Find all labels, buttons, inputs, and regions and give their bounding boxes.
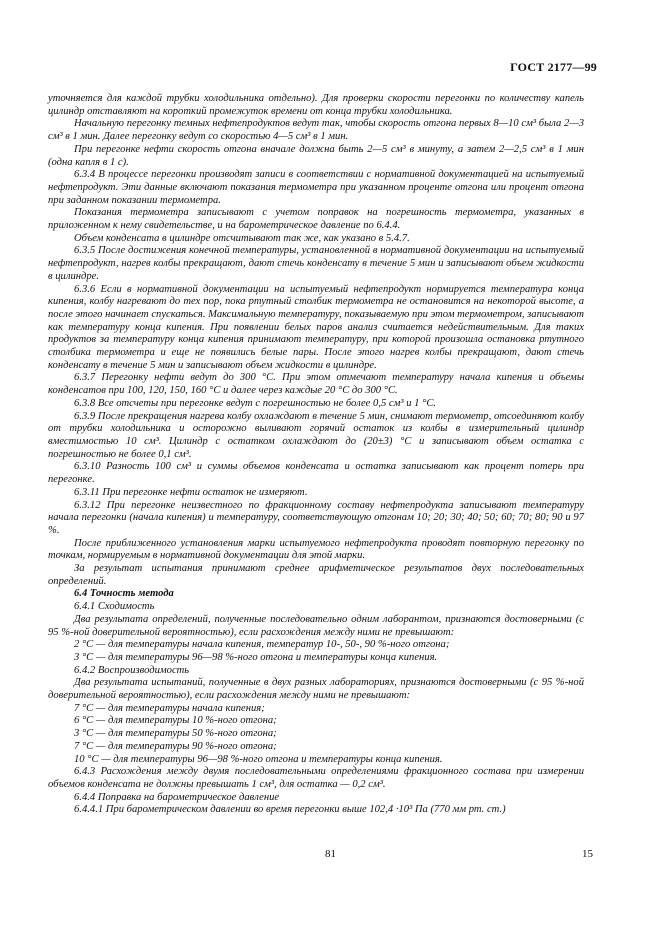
subsection-heading: 6.4.2 Воспроизводимость (74, 664, 190, 676)
paragraph: После приближенного установления марки испытуемого нефтепродукта проводят повторную перегонку по точкам, нормируемым в нормативной документации для этой марки. (48, 537, 584, 562)
paragraph: 6.3.10 Разность 100 см³ и суммы объемов конденсата и остатка записывают как процент потерь при перегонке. (48, 461, 584, 486)
paragraph: 6.3.8 Все отсчеты при перегонке ведут с погрешностью не более 0,5 см³ и 1 °С. (74, 397, 437, 409)
paragraph: Два результата определений, полученные последовательно одним лаборантом, признаются достоверными (с 95 %-ной доверительной вероятностью), если расхождения между ними не превышают: (48, 613, 584, 638)
paragraph: 6.3.4 В процессе перегонки производят записи в соответствии с нормативной документацией на испытуемый нефтепродукт. Эти данные включают показания термометра при указанном проценте отгона или процент отгона при заданном показании термометра. (48, 169, 584, 206)
paragraph: 6.3.7 Перегонку нефти ведут до 300 °С. При этом отмечают температуру начала кипения и объемы конденсатов при 100, 120, 150, 160 °С и далее через каждые 20 °С до 300 °С. (48, 372, 584, 397)
section-heading: 6.4 Точность метода (74, 588, 174, 600)
page-number-center: 81 (325, 848, 336, 860)
list-item: 7 °С — для температуры 90 %-ного отгона; (74, 740, 277, 752)
paragraph: Показания термометра записывают с учетом поправок на погрешность термометра, указанных в приложенном к нему свидетельстве, и на барометрическое давление по 6.4.4. (48, 207, 584, 232)
paragraph: При перегонке нефти скорость отгона вначале должна быть 2—5 см³ в минуту, а затем 2—2,5 см³ в 1 мин (одна капля в 1 с). (48, 143, 584, 168)
list-item: 6 °С — для температуры 10 %-ного отгона; (74, 715, 277, 727)
list-item: 2 °С — для температуры начала кипения, температур 10-, 50-, 90 %-ного отгона; (74, 639, 450, 651)
paragraph: Начальную перегонку темных нефтепродуктов ведут так, чтобы скорость отгона первых 8—10 см³ была 2—3 см³ в 1 мин. Далее перегонку ведут со скоростью 4—5 см³ в 1 мин. (48, 118, 584, 143)
subsection-heading: 6.4.1 Сходимость (74, 601, 155, 613)
paragraph: 6.3.12 При перегонке неизвестного по фракционному составу нефтепродукта записывают температуру начала перегонки (начала кипения) и температуру, соответствующую отгонам 10; 20; 30; 40; 50; 60; 70; 80; 90 и 97 %. (48, 499, 584, 536)
document-body (48, 93, 584, 817)
list-item: 7 °С — для температуры начала кипения; (74, 702, 265, 714)
paragraph: Два результата испытаний, полученные в двух разных лабораториях, признаются достоверными (с 95 %-ной доверительной вероятностью), если расхождения между ними не превышают: (48, 677, 584, 702)
list-item: 3 °С — для температуры 96—98 %-ного отгона и температуры конца кипения. (74, 651, 438, 663)
paragraph: 6.3.9 После прекращения нагрева колбу охлаждают в течение 5 мин, снимают термометр, отсоединяют колбу от трубки холодильника и осторожно выливают горячий остаток из колбы в измерительный цилиндр вместимостью 10 см³. Цилиндр с остатком охлаждают до (20±3) °С и записывают объем остатка с погрешностью не более 0,1 см³. (48, 410, 584, 460)
paragraph: 6.3.11 При перегонке нефти остаток не измеряют. (74, 486, 308, 498)
page-number-right: 15 (582, 848, 593, 860)
list-item: 3 °С — для температуры 50 %-ного отгона; (74, 728, 277, 740)
paragraph: 6.3.5 После достижения конечной температуры, установленной в нормативной документации на испытуемый нефтепродукт, нагрев колбы прекращают, дают стечь конденсату в течение 5 мин и записывают объем жидкости в цилиндре. (48, 245, 584, 282)
subsection-heading: 6.4.4 Поправка на барометрическое давление (74, 791, 280, 803)
paragraph: За результат испытания принимают среднее арифметическое результатов двух последовательных определений. (48, 563, 584, 587)
paragraph: 6.4.4.1 При барометрическом давлении во время перегонки выше 102,4 ·10³ Па (770 мм рт. ст.) (74, 804, 506, 816)
paragraph: уточняется для каждой трубки холодильника отдельно). Для проверки скорости перегонки по количеству капель цилиндр отставляют на короткий промежуток времени от конца трубки холодильника. (48, 93, 584, 117)
list-item: 10 °С — для температуры 96—98 %-ного отгона и температуры конца кипения. (74, 753, 443, 765)
paragraph: Объем конденсата в цилиндре отсчитывают так же, как указано в 5.4.7. (74, 232, 410, 244)
paragraph: 6.4.3 Расхождения между двумя последовательными определениями фракционного состава при измерении объемов конденсата не должны превышать 1 см³, для остатка — 0,2 см³. (48, 766, 584, 790)
paragraph: 6.3.6 Если в нормативной документации на испытуемый нефтепродукт нормируется температура конца кипения, колбу нагревают до тех пор, пока ртутный столбик термометра не остановится на некоторой высоте, а после этого начинает спускаться. Максимальную температуру, показываемую при этом термометром, записывают как температуру конца кипения. При появлении белых паров анализ считается недействительным. Для таких продуктов за температуру конца кипения принимают температуру, при которой произошла остановка ртутного столбика термометра и еще не появились белые пары. После этого нагрев колбы прекращают, дают стечь конденсату в течение 5 мин и записывают объем жидкости в цилиндре. (48, 283, 584, 371)
standard-code-header: ГОСТ 2177—99 (510, 60, 597, 74)
